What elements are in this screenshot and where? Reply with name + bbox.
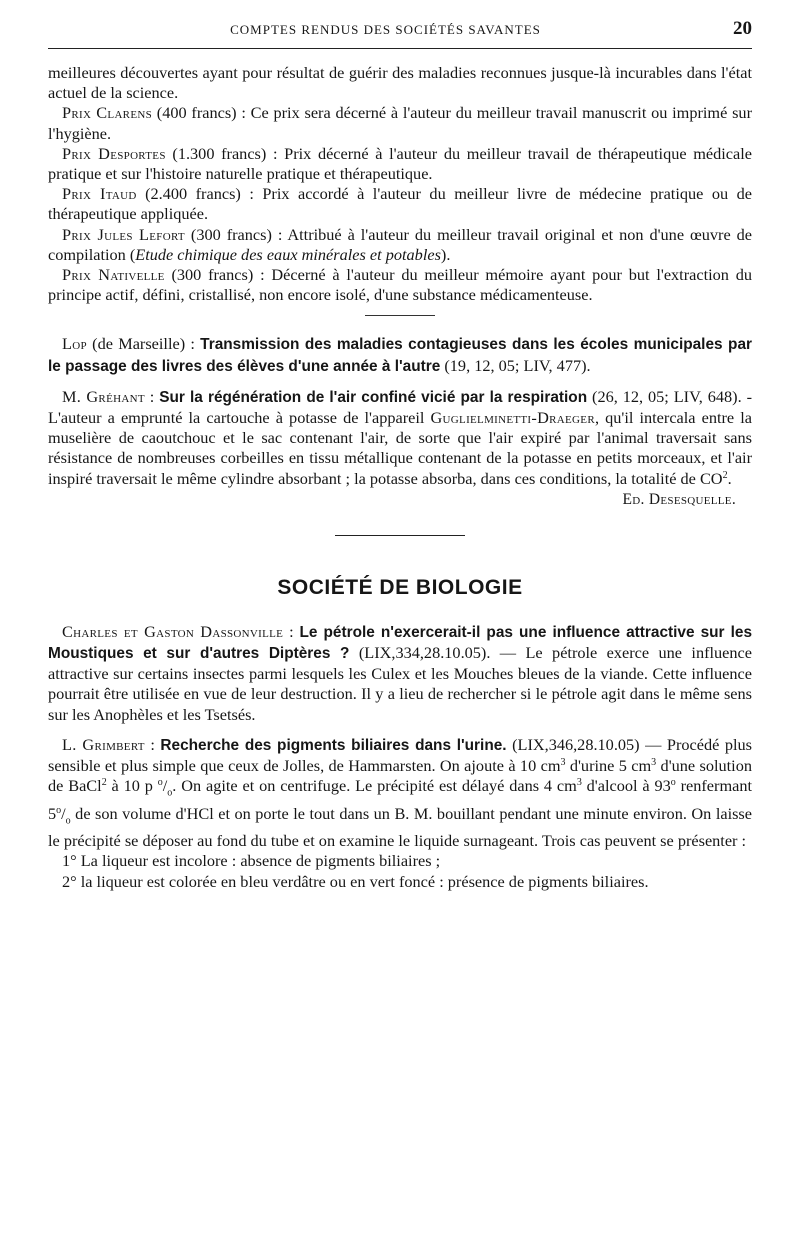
- author-name: M. Gréhant: [62, 386, 145, 406]
- author-name: Charles et Gaston Dassonville: [62, 621, 284, 641]
- section-divider: [365, 315, 435, 316]
- running-head: COMPTES RENDUS DES SOCIÉTÉS SAVANTES: [230, 22, 541, 37]
- section-title: SOCIÉTÉ DE BIOLOGIE: [277, 575, 523, 599]
- apparatus-name: Guglielminetti-Draeger: [430, 408, 595, 428]
- case-item: 1° La liqueur est incolore : absence de pigments biliaires ;: [62, 851, 441, 871]
- abstract-title: Recherche des pigments biliaires dans l'urine.: [160, 736, 507, 754]
- prize-nativelle: Prix Nativelle (300 francs) : Décerné à l'auteur du meilleur mémoire ayant pour but l'extraction du principe actif, défini, cristallisé, non encore isolé, d'une substance médicamenteuse.: [48, 265, 752, 305]
- prize-clarens: Prix Clarens (400 francs) : Ce prix sera décerné à l'auteur du meilleur travail manuscrit ou imprimé sur l'hygiène.: [48, 103, 752, 143]
- cited-work: Etude chimique des eaux minérales et potables: [135, 244, 441, 264]
- abstract-title: Le pétrole n'exercerait-il pas une influence attractive sur les Moustiques et sur d'autres Diptères ?: [48, 623, 753, 663]
- abstract-grimbert: L. Grimbert : Recherche des pigments biliaires dans l'urine. (LIX,346,28.10.05) — Procédé plus sensible et plus simple que ceux de Jolles, de Hammarsten. On ajoute à 10 $cm^3$ d'urine 5 $cm^3$ d'une solution de BaCl$^2$ à 10 p $^o/_o$. On agite et on centrifuge. Le précipité est délayé dans 4 $cm^3$ d'alcool à 93$^o$ renfermant $5^o/_o$ de son volume d'HCl et on porte le tout dans un B. M. bouillant pendant une minute environ. On laisse le précipité se déposer au fond du tube et on examine le liquide surnageant. Trois cas peuvent se présenter :: [48, 734, 753, 851]
- abstract-dassonville: Charles et Gaston Dassonville : Le pétrole n'exercerait-il pas une influence attractive sur les Moustiques et sur d'autres Diptères ? (LIX,334,28.10.05). — Le pétrole exerce une influence attractive sur certains insectes parmi lesquels les Culex et les Mouches bleues de la viande. Cette influence pourrait être utilisée en vue de leur destruction. Il y a lieu de rechercher si le pétrole agit dans le même sens sur les Anophèles et les Tsetsés.: [48, 621, 753, 724]
- author-name: Lop: [62, 334, 87, 354]
- abstract-title: Sur la régénération de l'air confiné vicié par la respiration: [159, 388, 588, 406]
- abstract-title: Transmission des maladies contagieuses dans les écoles municipales par le passage des livres des élèves d'une année à l'autre: [48, 336, 752, 375]
- prize-itaud: Prix Itaud (2.400 francs) : Prix accordé à l'auteur du meilleur livre de médecine pratique ou de thérapeutique appliquée.: [48, 184, 752, 224]
- prize-name: Prix Clarens: [62, 103, 153, 123]
- signature: Ed. Desesquelle.: [622, 490, 736, 508]
- prize-continuation: meilleures découvertes ayant pour résultat de guérir des maladies reconnues jusque-là incurables dans l'état actuel de la science.: [48, 63, 752, 103]
- page-header: [48, 18, 752, 49]
- prize-lefort: Prix Jules Lefort (300 francs) : Attribué à l'auteur du meilleur travail original et non d'une œuvre de compilation (Etude chimique des eaux minérales et potables).: [48, 224, 752, 264]
- abstract-lop: Lop (de Marseille) : Transmission des maladies contagieuses dans les écoles municipales par le passage des livres des élèves d'une année à l'autre (19, 12, 05; LIV, 477).: [48, 334, 752, 375]
- section-divider: [335, 535, 465, 536]
- prize-desportes: Prix Desportes (1.300 francs) : Prix décerné à l'auteur du meilleur travail de thérapeutique médicale pratique et sur l'histoire naturelle pratique et thérapeutique.: [48, 143, 752, 184]
- author-name: L. Grimbert: [62, 734, 145, 754]
- prize-name: Prix Desportes: [62, 143, 166, 163]
- case-item: 2° la liqueur est colorée en bleu verdâtre ou en vert foncé : présence de pigments biliaires.: [62, 871, 649, 891]
- page-number: 20: [733, 18, 752, 39]
- prize-name: Prix Jules Lefort: [62, 224, 185, 244]
- prize-name: Prix Itaud: [62, 184, 137, 204]
- abstract-grehant: M. Gréhant : Sur la régénération de l'air confiné vicié par la respiration (26, 12, 05; LIV, 648). - L'auteur a emprunté la cartouche à potasse de l'appareil Guglielminetti-Draeger, qu'il intercala entre la muselière de caoutchouc et le sac contenant l'air, de sorte que l'air expiré par l'animal traversait sans résistance de nombreuses corbeilles en tissu métallique contenant de la potasse en petits morceaux, et l'air inspiré traversait le même cylindre absorbant ; la potasse absorba, dans ces conditions, la totalité de $CO^2$.: [48, 386, 752, 488]
- prize-name: Prix Nativelle: [62, 265, 165, 285]
